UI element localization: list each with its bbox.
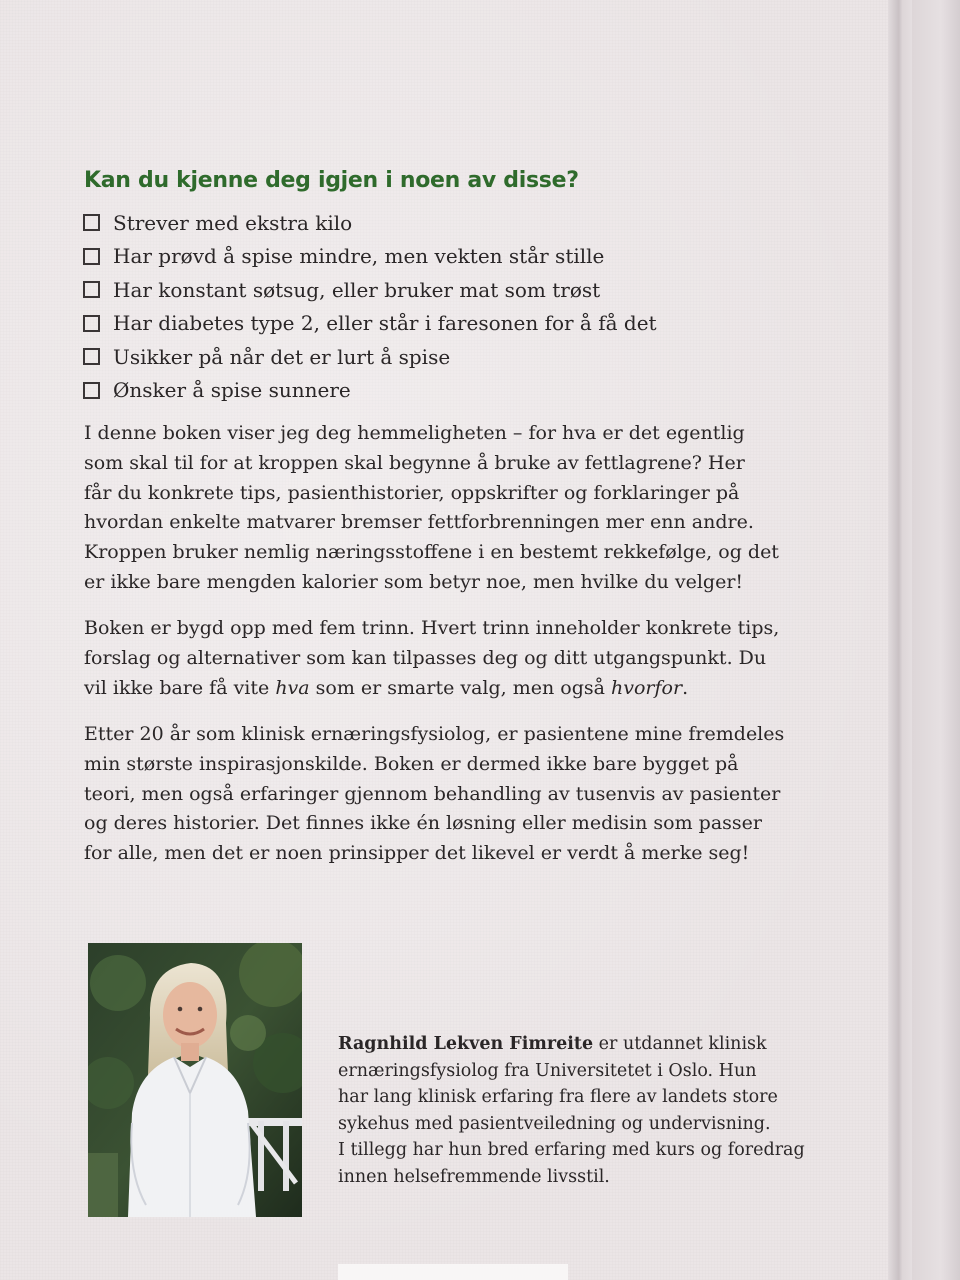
checklist	[83, 206, 657, 407]
emphasis-why: hvorfor	[611, 676, 683, 699]
checklist-item	[83, 206, 657, 240]
checklist-item	[83, 374, 657, 408]
checklist-item-label: Har konstant søtsug, eller bruker mat som trøst	[113, 277, 601, 302]
structure-paragraph	[84, 614, 779, 703]
text-segment: vil ikke bare få vite	[84, 676, 276, 699]
bio-line	[338, 1031, 805, 1058]
paragraph-line: forslag og alternativer som kan tilpasses deg og ditt utgangspunkt. Du	[84, 646, 767, 669]
checklist-heading: Kan du kjenne deg igjen i noen av disse?	[84, 168, 579, 193]
checklist-item	[83, 273, 657, 307]
checklist-item-label: Usikker på når det er lurt å spise	[113, 344, 451, 369]
emphasis-what: hva	[275, 676, 310, 699]
paragraph-line: Boken er bygd opp med fem trinn. Hvert trinn inneholder konkrete tips,	[84, 617, 780, 639]
spine-edge	[912, 0, 960, 1280]
spine-groove	[888, 0, 912, 1280]
paragraph-line: I denne boken viser jeg deg hemmeligheten – for hva er det egentlig	[84, 422, 745, 444]
bio-line: ernæringsfysiolog fra Universitetet i Oslo. Hun	[338, 1060, 757, 1081]
checklist-item	[83, 307, 657, 341]
bio-line: har lang klinisk erfaring fra flere av landets store	[338, 1087, 778, 1108]
paragraph-line: Kroppen bruker nemlig næringsstoffene i en bestemt rekkefølge, og det	[84, 541, 779, 564]
paragraph-line	[84, 674, 779, 704]
bio-line: I tillegg har hun bred erfaring med kurs og foredrag	[338, 1140, 805, 1161]
bio-line: sykehus med pasientveiledning og undervisning.	[338, 1113, 771, 1134]
paragraph-line: hvordan enkelte matvarer bremser fettforbrenningen mer enn andre.	[84, 511, 754, 534]
checklist-item	[83, 340, 657, 374]
bio-line: innen helsefremmende livsstil.	[338, 1166, 610, 1187]
checkbox-icon	[83, 214, 100, 231]
paragraph-line: som skal til for at kroppen skal begynne å bruke av fettlagrene? Her	[84, 451, 745, 474]
paragraph-line: for alle, men det er noen prinsipper det likevel er verdt å merke seg!	[84, 842, 750, 865]
paragraph-line: får du konkrete tips, pasienthistorier, oppskrifter og forklaringer på	[84, 481, 740, 504]
checkbox-icon	[83, 348, 100, 365]
text-segment: som er smarte valg, men også	[309, 676, 612, 699]
paragraph-line: Etter 20 år som klinisk ernæringsfysiolog, er pasientene mine fremdeles	[84, 723, 785, 745]
experience-paragraph	[84, 720, 784, 869]
checkbox-icon	[83, 382, 100, 399]
checklist-item-label: Har diabetes type 2, eller står i faresonen for å få det	[113, 311, 657, 336]
paragraph-line: teori, men også erfaringer gjennom behandling av tusenvis av pasienter	[84, 782, 781, 805]
text-segment: er utdannet klinisk	[593, 1034, 767, 1054]
author-bio	[338, 1031, 805, 1191]
checkbox-icon	[83, 248, 100, 265]
barcode-label	[338, 1264, 568, 1280]
paragraph-line: er ikke bare mengden kalorier som betyr noe, men hvilke du velger!	[84, 570, 744, 593]
text-segment: .	[682, 676, 689, 699]
author-name: Ragnhild Lekven Fimreite	[338, 1034, 594, 1054]
checklist-item	[83, 240, 657, 274]
checklist-item-label: Ønsker å spise sunnere	[113, 378, 351, 403]
paragraph-line: min største inspirasjonskilde. Boken er dermed ikke bare bygget på	[84, 752, 739, 775]
checkbox-icon	[83, 281, 100, 298]
author-photo	[88, 943, 302, 1217]
checkbox-icon	[83, 315, 100, 332]
intro-paragraph	[84, 419, 779, 598]
paragraph-line: og deres historier. Det finnes ikke én løsning eller medisin som passer	[84, 812, 762, 835]
checklist-item-label: Har prøvd å spise mindre, men vekten står stille	[113, 244, 605, 269]
checklist-item-label: Strever med ekstra kilo	[113, 210, 353, 235]
